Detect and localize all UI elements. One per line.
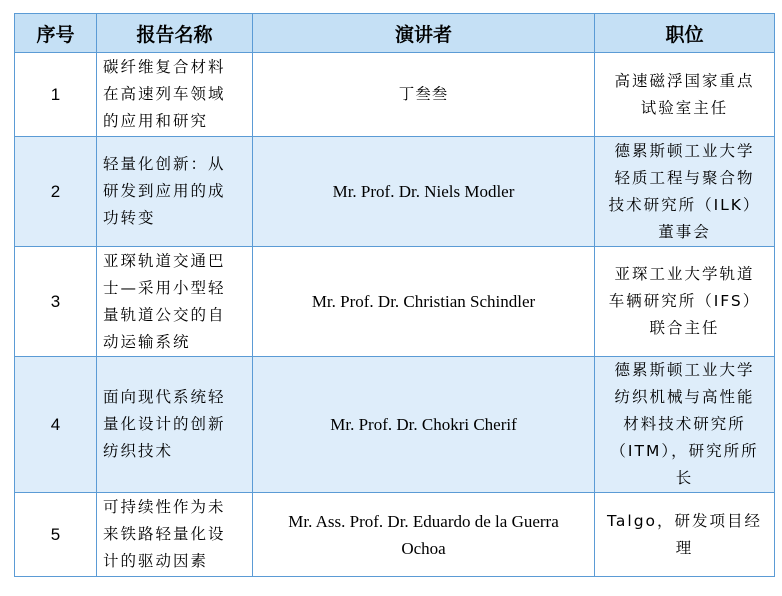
- title-line: 碳纤维复合材料: [103, 58, 226, 76]
- speaker-position: [595, 357, 775, 493]
- speaker-name: [253, 357, 595, 493]
- speaker-line: Mr. Prof. Dr. Niels Modler: [332, 182, 515, 201]
- row-number: 5: [15, 493, 97, 577]
- header-report-title: 报告名称: [97, 14, 253, 53]
- title-line: 计的驱动因素: [103, 552, 209, 570]
- position-line: 材料技术研究所: [623, 415, 746, 433]
- position-line: 技术研究所（ILK）: [608, 195, 761, 214]
- title-line: 研发到应用的成: [103, 182, 226, 200]
- header-speaker: 演讲者: [253, 14, 595, 53]
- position-line: 轻质工程与聚合物: [614, 168, 755, 187]
- table-row: [15, 493, 775, 577]
- report-title: [97, 247, 253, 357]
- header-row: [15, 14, 775, 53]
- title-line: 量轨道公交的自: [103, 305, 226, 324]
- position-line: Talgo，研发项目经: [606, 511, 763, 530]
- report-title: [97, 357, 253, 493]
- table-row: [15, 357, 775, 493]
- title-line: 士—采用小型轻: [103, 278, 226, 297]
- position-line: （ITM），研究所所: [610, 442, 759, 460]
- row-number: 4: [15, 357, 97, 493]
- speaker-name: [253, 493, 595, 577]
- position-line: 亚琛工业大学轨道: [614, 265, 755, 283]
- title-line: 在高速列车领域: [103, 85, 226, 103]
- speaker-line: 丁叁叁: [398, 85, 449, 103]
- row-number: 3: [15, 247, 97, 357]
- speaker-position: [595, 137, 775, 247]
- speaker-line: Mr. Prof. Dr. Chokri Cherif: [330, 415, 517, 434]
- title-line: 轻量化创新：从: [103, 155, 226, 173]
- title-line: 动运输系统: [103, 332, 191, 351]
- speaker-line: Mr. Prof. Dr. Christian Schindler: [311, 292, 536, 311]
- row-number: 2: [15, 137, 97, 247]
- header-position: 职位: [595, 14, 775, 53]
- position-line: 联合主任: [649, 319, 720, 337]
- header-number: 序号: [15, 14, 97, 53]
- table-row: [15, 137, 775, 247]
- title-line: 面向现代系统轻: [103, 388, 226, 406]
- speaker-position: [595, 247, 775, 357]
- speaker-line: Mr. Ass. Prof. Dr. Eduardo de la Guerra: [288, 511, 559, 531]
- agenda-table: [14, 13, 775, 577]
- position-line: 德累斯顿工业大学: [614, 141, 755, 160]
- report-title: [97, 493, 253, 577]
- table-row: [15, 247, 775, 357]
- title-line: 亚琛轨道交通巴: [103, 251, 226, 270]
- position-line: 长: [675, 469, 694, 487]
- position-line: 董事会: [658, 222, 711, 241]
- position-line: 试验室主任: [640, 98, 729, 117]
- speaker-name: [253, 137, 595, 247]
- report-title: [97, 53, 253, 137]
- position-line: 纺织机械与高性能: [614, 388, 755, 406]
- report-title: [97, 137, 253, 247]
- title-line: 量化设计的创新: [103, 415, 226, 433]
- row-number: 1: [15, 53, 97, 137]
- speaker-position: [595, 493, 775, 577]
- speaker-position: [595, 53, 775, 137]
- title-line: 纺织技术: [103, 442, 174, 460]
- position-line: 理: [675, 538, 694, 557]
- title-line: 来铁路轻量化设: [103, 525, 226, 543]
- title-line: 的应用和研究: [103, 112, 209, 130]
- title-line: 功转变: [103, 209, 156, 227]
- position-line: 高速磁浮国家重点: [614, 71, 755, 90]
- title-line: 可持续性作为未: [103, 498, 226, 516]
- speaker-name: [253, 247, 595, 357]
- position-line: 车辆研究所（IFS）: [608, 292, 761, 310]
- speaker-name: [253, 53, 595, 137]
- position-line: 德累斯顿工业大学: [614, 361, 755, 379]
- table-row: [15, 53, 775, 137]
- speaker-line: Ochoa: [401, 538, 446, 558]
